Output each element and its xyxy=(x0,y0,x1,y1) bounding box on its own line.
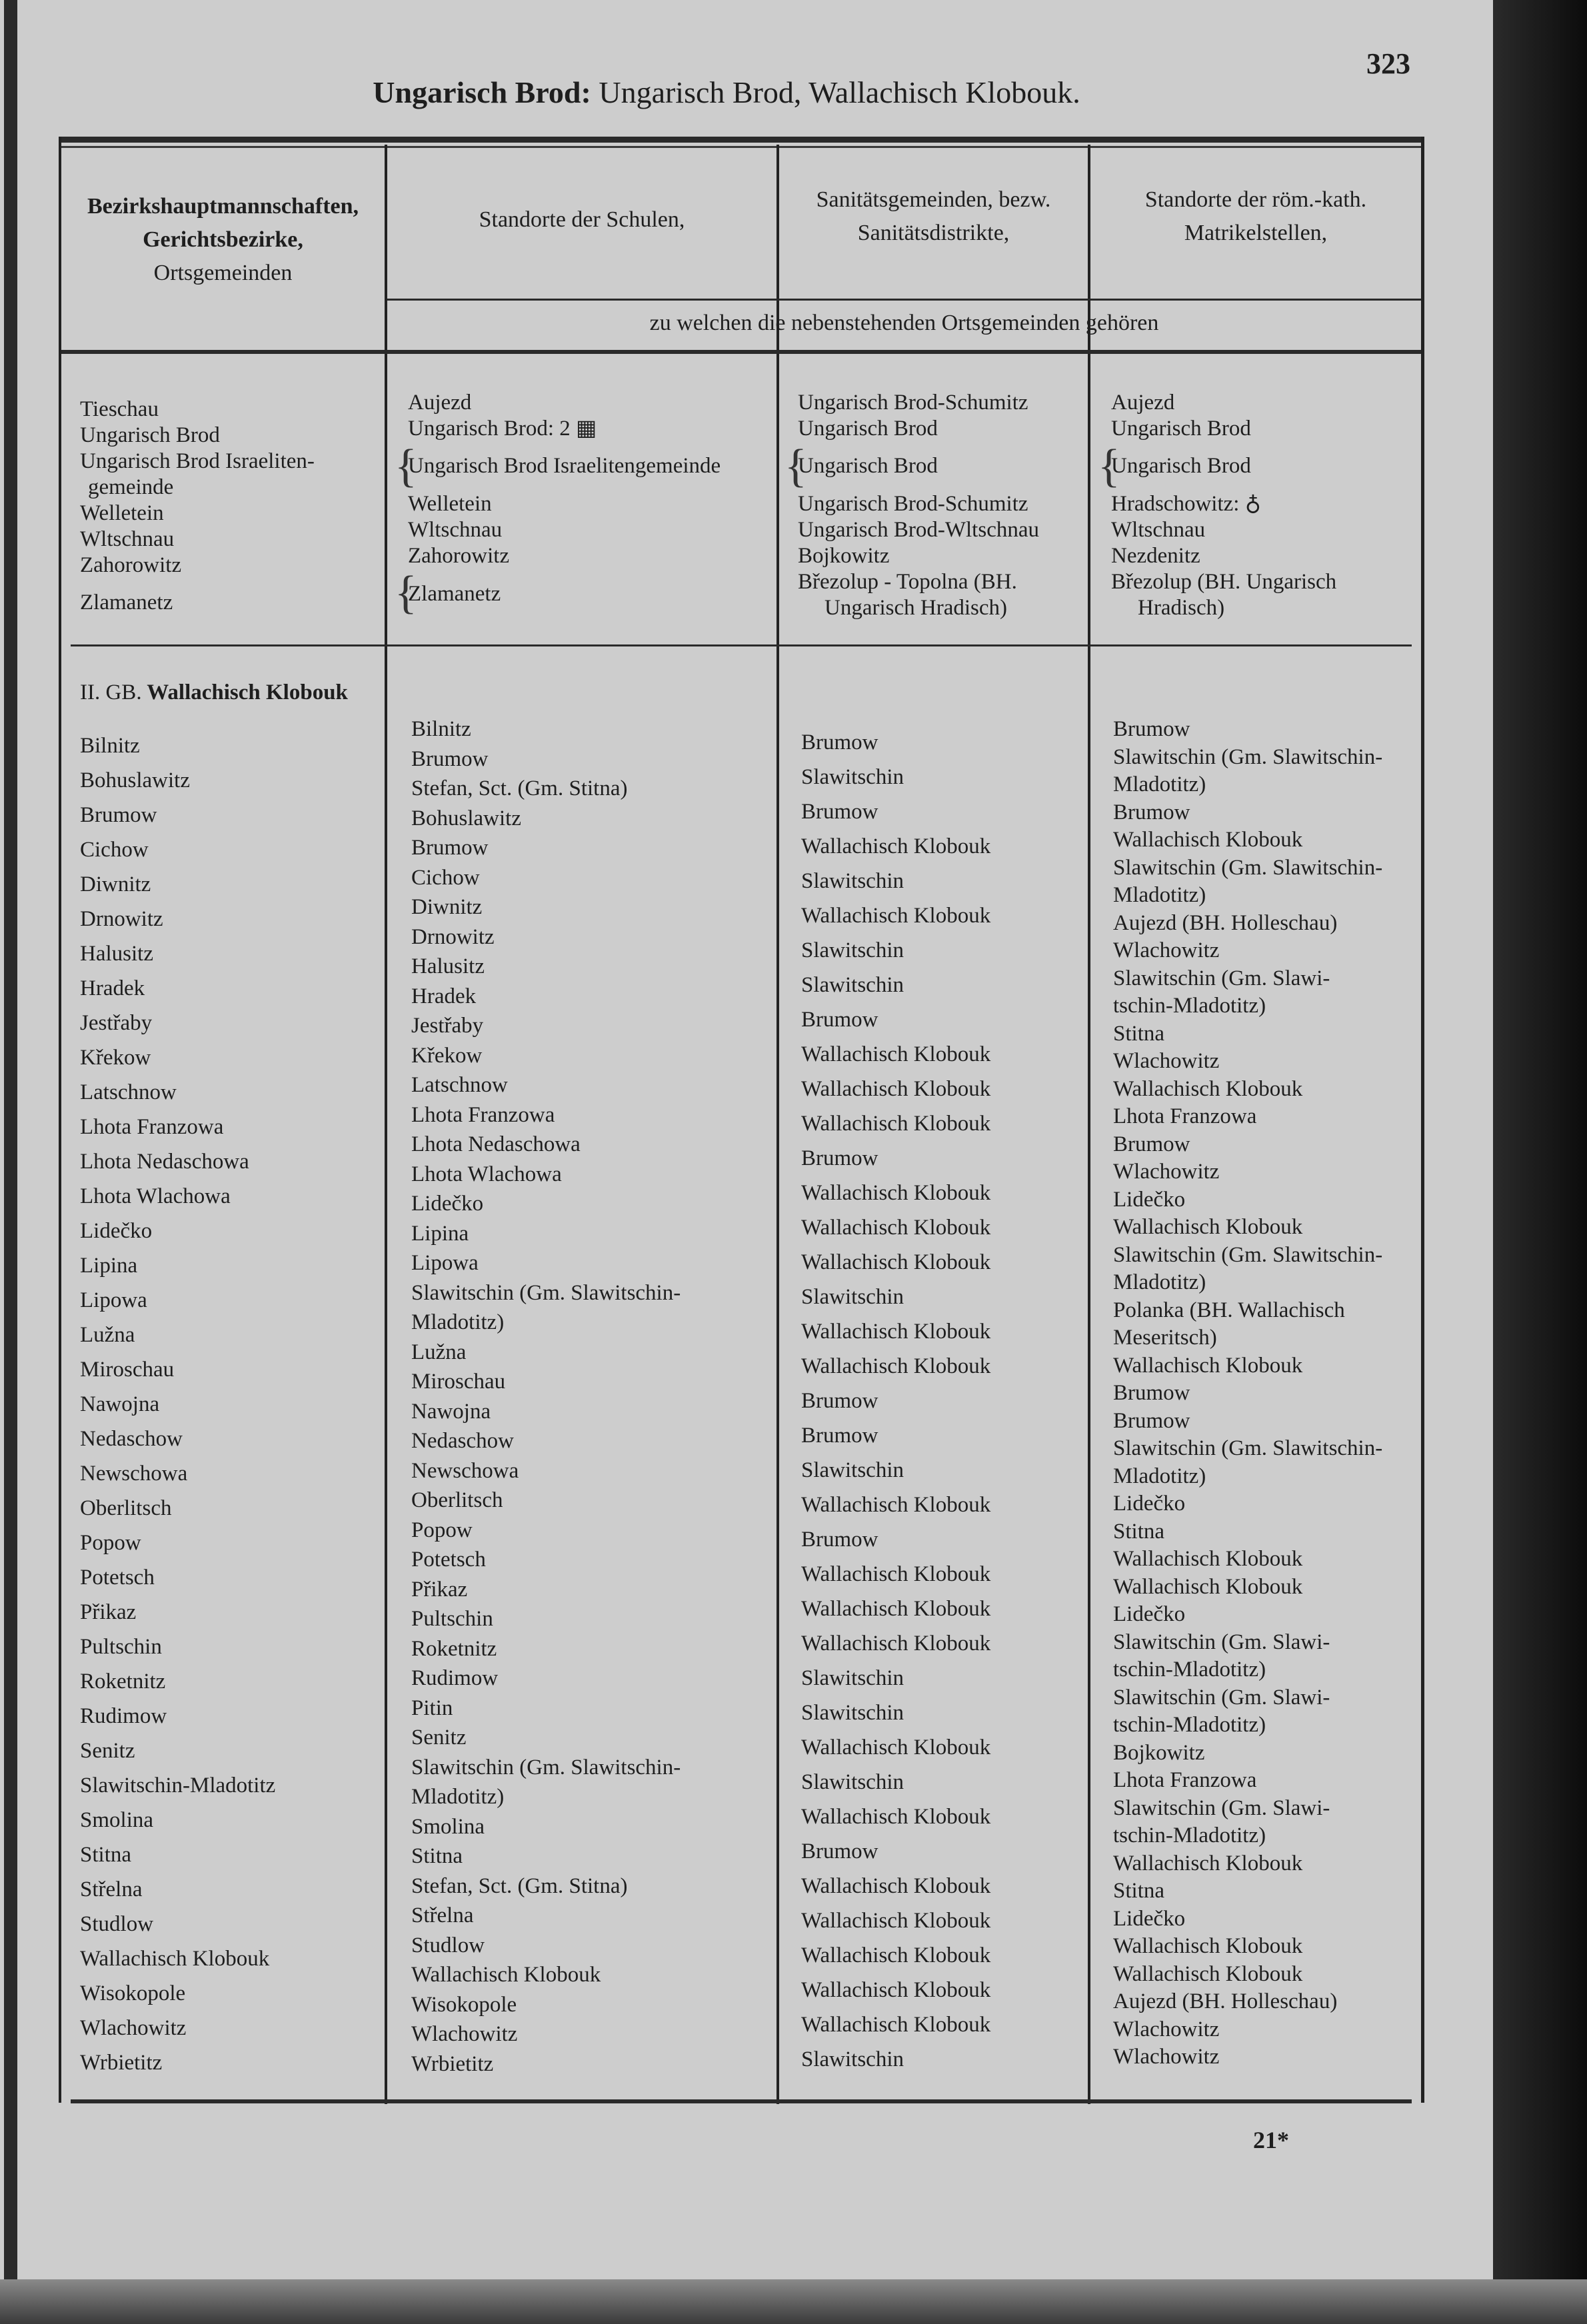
list-item: Wlachowitz xyxy=(1113,938,1220,962)
list-item: Wallachisch Klobouk xyxy=(1113,1547,1303,1571)
list-item: Aujezd (BH. Holleschau) xyxy=(1113,1989,1338,2013)
page-number: 323 xyxy=(1366,47,1410,80)
brace-icon: { xyxy=(1098,441,1120,492)
list-item: Wltschnau xyxy=(1111,518,1206,542)
list-item: Mladotitz) xyxy=(411,1785,505,1809)
list-item: Wallachisch Klobouk xyxy=(1113,828,1303,852)
list-item: Brumow xyxy=(80,803,157,827)
list-item: Tieschau xyxy=(80,397,159,421)
list-item: Wlachowitz xyxy=(1113,1049,1220,1073)
list-item: Slawitschin (Gm. Slawitschin- xyxy=(411,1280,681,1305)
list-item: Brumow xyxy=(1113,1381,1190,1405)
list-item: Wltschnau xyxy=(408,518,503,542)
header-col-3-line-2: Sanitätsdistrikte, xyxy=(857,221,1010,245)
signature-mark: 21* xyxy=(1253,2127,1289,2153)
header-col-1-line-3: Ortsgemeinden xyxy=(153,261,293,285)
list-item: Mladotitz) xyxy=(411,1310,505,1334)
list-item: Rudimow xyxy=(80,1704,167,1728)
list-item: Wallachisch Klobouk xyxy=(801,1042,991,1066)
list-item: Bojkowitz xyxy=(798,544,890,568)
list-item: Nawojna xyxy=(80,1392,160,1416)
list-item: Slawitschin xyxy=(801,973,904,997)
page-shadow-bottom xyxy=(0,2279,1587,2324)
list-item: Pitin xyxy=(411,1696,453,1720)
list-item: Miroschau xyxy=(411,1370,506,1394)
list-item: Brumow xyxy=(801,1146,878,1170)
list-item: Brumow xyxy=(801,1424,878,1448)
list-item: Stitna xyxy=(1113,1519,1165,1544)
list-item: Mladotitz) xyxy=(1113,1464,1206,1488)
list-item: Lidečko xyxy=(80,1219,153,1243)
list-item: Slawitschin (Gm. Slawitschin- xyxy=(1113,855,1383,880)
list-item: Potetsch xyxy=(80,1566,155,1590)
list-item: Wallachisch Klobouk xyxy=(80,1947,270,1971)
list-item: Bohuslawitz xyxy=(411,806,521,830)
list-item-continuation: Hradisch) xyxy=(1138,596,1225,620)
list-item: Přikaz xyxy=(80,1600,137,1624)
list-item: Halusitz xyxy=(80,942,153,966)
list-item: Lipowa xyxy=(80,1288,147,1312)
list-item: Hradschowitz: ♁ xyxy=(1111,492,1261,516)
list-item: Stitna xyxy=(411,1844,463,1868)
list-item: Brumow xyxy=(801,1528,878,1552)
list-item: Wallachisch Klobouk xyxy=(1113,1574,1303,1599)
list-item: Ungarisch Brod: 2 ▦ xyxy=(408,417,597,441)
list-item: Wallachisch Klobouk xyxy=(801,1736,991,1759)
list-item-continuation: gemeinde xyxy=(88,475,174,499)
running-title xyxy=(0,75,1453,110)
list-item: Slawitschin xyxy=(801,1285,904,1309)
list-item: Lhota Wlachowa xyxy=(411,1162,562,1186)
header-divider xyxy=(387,299,1421,301)
list-item: Roketnitz xyxy=(80,1670,166,1694)
list-item: Bilnitz xyxy=(411,717,471,741)
list-item: Wlachowitz xyxy=(1113,2045,1220,2069)
list-item: Slawitschin (Gm. Slawitschin- xyxy=(1113,1242,1383,1267)
list-item: Cichow xyxy=(411,865,480,890)
list-item: Ungarisch Brod xyxy=(798,417,938,441)
register-table xyxy=(59,137,1424,2103)
header-col-3 xyxy=(779,183,1088,250)
table-top-rule-thin xyxy=(61,146,1421,148)
header-col-4 xyxy=(1090,183,1421,250)
list-item: Brumow xyxy=(411,836,489,860)
list-item: Oberlitsch xyxy=(80,1496,172,1520)
list-item: Ungarisch Brod Israelitengemeinde xyxy=(408,454,721,478)
list-item: Jestřaby xyxy=(80,1011,153,1035)
header-col-1-line-1: Bezirkshauptmannschaften, xyxy=(87,194,359,219)
list-item: Brumow xyxy=(1113,1132,1190,1156)
list-item: Slawitschin (Gm. Slawitschin- xyxy=(411,1755,681,1779)
list-item: Mladotitz) xyxy=(1113,772,1206,796)
list-item: Ungarisch Brod-Schumitz xyxy=(798,492,1028,516)
header-col-1-line-2: Gerichtsbezirke, xyxy=(143,227,303,252)
list-item: Wallachisch Klobouk xyxy=(801,1250,991,1274)
list-item: Rudimow xyxy=(411,1666,499,1690)
list-item: Latschnow xyxy=(411,1073,508,1097)
list-item: Cichow xyxy=(80,838,149,862)
list-item: Lidečko xyxy=(1113,1492,1186,1516)
list-item: Lhota Franzowa xyxy=(80,1115,224,1139)
list-item: Aujezd xyxy=(408,391,472,415)
list-item: Pultschin xyxy=(80,1635,162,1659)
table-bottom-rule xyxy=(71,2099,1412,2103)
list-item: Newschowa xyxy=(80,1462,188,1486)
list-item: Bohuslawitz xyxy=(80,768,190,792)
list-item: Ungarisch Brod Israeliten- xyxy=(80,449,315,473)
column-separator xyxy=(385,145,387,2104)
list-item: Wallachisch Klobouk xyxy=(801,1354,991,1378)
list-item: Střelna xyxy=(411,1903,474,1927)
list-item: Wallachisch Klobouk xyxy=(1113,1934,1303,1958)
list-item: Slawitschin xyxy=(801,938,904,962)
list-item: Slawitschin (Gm. Slawi- xyxy=(1113,1685,1330,1710)
header-bottom-rule xyxy=(61,350,1421,354)
list-item: Ungarisch Brod xyxy=(798,454,938,478)
list-item: Wallachisch Klobouk xyxy=(411,1963,601,1987)
list-item: Lipina xyxy=(411,1221,469,1246)
list-item: Ungarisch Brod-Wltschnau xyxy=(798,518,1039,542)
list-item: Lužna xyxy=(411,1340,467,1364)
list-item: Mladotitz) xyxy=(1113,883,1206,907)
header-col-2: Standorte der Schulen, xyxy=(479,207,685,232)
list-item: Brumow xyxy=(801,730,878,754)
list-item: Brumow xyxy=(801,1389,878,1413)
running-title-rest: Ungarisch Brod, Wallachisch Klobouk. xyxy=(591,75,1080,109)
list-item: Střelna xyxy=(80,1877,143,1901)
list-item: Oberlitsch xyxy=(411,1488,503,1512)
list-item: Lužna xyxy=(80,1323,135,1347)
header-col-3-line-1: Sanitätsgemeinden, bezw. xyxy=(816,187,1051,212)
list-item: Lhota Franzowa xyxy=(1113,1104,1257,1128)
list-item: Lidečko xyxy=(1113,1187,1186,1212)
list-item: Drnowitz xyxy=(80,907,163,931)
list-item: Brumow xyxy=(1113,1408,1190,1433)
list-item: Brumow xyxy=(801,1008,878,1032)
list-item: Wlachowitz xyxy=(411,2022,518,2046)
list-item: Zahorowitz xyxy=(80,553,182,577)
book-binding-edge xyxy=(4,0,17,2279)
list-item: Ungarisch Brod xyxy=(1111,417,1251,441)
list-item: Wallachisch Klobouk xyxy=(801,1805,991,1829)
list-item: Wlachowitz xyxy=(1113,1160,1220,1184)
header-subheader: zu welchen die nebenstehenden Ortsgemeinden gehören xyxy=(649,311,1159,335)
header-col-4-line-2: Matrikelstellen, xyxy=(1184,221,1328,245)
list-item: Wallachisch Klobouk xyxy=(801,1943,991,1967)
brace-icon: { xyxy=(395,567,417,618)
header-col-4-line-1: Standorte der röm.-kath. xyxy=(1144,187,1367,212)
list-item: Slawitschin (Gm. Slawi- xyxy=(1113,966,1330,990)
page-shadow-right xyxy=(1493,0,1587,2324)
list-item: Wallachisch Klobouk xyxy=(1113,1076,1303,1101)
list-item: Slawitschin (Gm. Slawi- xyxy=(1113,1630,1330,1654)
list-item: Zlamanetz xyxy=(80,590,173,614)
list-item: Brumow xyxy=(1113,717,1190,741)
list-item: Březolup (BH. Ungarisch xyxy=(1111,570,1337,594)
list-item: Diwnitz xyxy=(411,895,483,919)
list-item: Lipina xyxy=(80,1254,138,1278)
list-item: Wallachisch Klobouk xyxy=(801,834,991,858)
list-item: Wallachisch Klobouk xyxy=(801,1493,991,1517)
section-divider xyxy=(71,644,1412,646)
list-item: Studlow xyxy=(80,1912,154,1936)
header-col-1 xyxy=(61,190,385,290)
list-item: Studlow xyxy=(411,1933,485,1957)
list-item: Drnowitz xyxy=(411,924,495,949)
list-item: Wallachisch Klobouk xyxy=(801,1320,991,1344)
list-item: Wlachowitz xyxy=(80,2016,187,2040)
list-item: Křekow xyxy=(411,1043,483,1068)
list-item: Polanka (BH. Wallachisch xyxy=(1113,1298,1345,1322)
list-item: Aujezd xyxy=(1111,391,1175,415)
list-item: Nedaschow xyxy=(80,1427,183,1451)
column-separator xyxy=(777,145,779,2104)
list-item: Wrbietitz xyxy=(80,2051,163,2075)
list-item: Senitz xyxy=(411,1726,467,1749)
list-item: Pultschin xyxy=(411,1607,493,1631)
list-item: Hradek xyxy=(80,976,145,1000)
section-heading xyxy=(80,680,348,706)
list-item: Zlamanetz xyxy=(408,582,501,606)
list-item: Wallachisch Klobouk xyxy=(801,1181,991,1205)
list-item: Wallachisch Klobouk xyxy=(1113,1353,1303,1378)
list-item: Roketnitz xyxy=(411,1636,497,1661)
list-item: tschin-Mladotitz) xyxy=(1113,1823,1266,1847)
list-item: Přikaz xyxy=(411,1577,468,1602)
list-item: Welletein xyxy=(408,492,492,516)
list-item: Wisokopole xyxy=(411,1992,517,2017)
list-item: Slawitschin-Mladotitz xyxy=(80,1773,276,1797)
brace-icon: { xyxy=(785,441,807,492)
list-item: Popow xyxy=(80,1531,141,1555)
list-item: Mladotitz) xyxy=(1113,1270,1206,1294)
list-item: Hradek xyxy=(411,984,477,1008)
brace-icon: { xyxy=(395,441,417,492)
list-item: Wallachisch Klobouk xyxy=(801,1112,991,1136)
list-item: Křekow xyxy=(80,1046,151,1070)
list-item: Zahorowitz xyxy=(408,544,510,568)
list-item: Wlachowitz xyxy=(1113,2017,1220,2041)
list-item: Wallachisch Klobouk xyxy=(801,1597,991,1621)
list-item: Senitz xyxy=(80,1739,135,1763)
list-item: Nezdenitz xyxy=(1111,544,1200,568)
list-item: Slawitschin xyxy=(801,1701,904,1725)
list-item: Brumow xyxy=(411,746,489,771)
list-item: Wallachisch Klobouk xyxy=(801,904,991,928)
list-item: Slawitschin xyxy=(801,869,904,893)
list-item: Wallachisch Klobouk xyxy=(1113,1851,1303,1875)
list-item: Stitna xyxy=(1113,1021,1165,1046)
list-item: Aujezd (BH. Holleschau) xyxy=(1113,910,1338,935)
list-item: Brumow xyxy=(1113,800,1190,824)
list-item: Wallachisch Klobouk xyxy=(801,1978,991,2002)
list-item: Lhota Franzowa xyxy=(1113,1768,1257,1792)
list-item: Lipowa xyxy=(411,1251,479,1275)
list-item: tschin-Mladotitz) xyxy=(1113,1713,1266,1737)
list-item: Smolina xyxy=(80,1808,154,1832)
list-item: Lhota Nedaschowa xyxy=(80,1150,249,1174)
list-item: Jestřaby xyxy=(411,1014,484,1038)
list-item: Lhota Nedaschowa xyxy=(411,1132,581,1156)
list-item: Slawitschin (Gm. Slawitschin- xyxy=(1113,1436,1383,1460)
list-item: Wallachisch Klobouk xyxy=(1113,1215,1303,1239)
list-item: Brumow xyxy=(801,1839,878,1863)
list-item: Stitna xyxy=(80,1843,132,1867)
list-item: Smolina xyxy=(411,1814,485,1839)
column-separator xyxy=(1088,145,1090,2104)
table-top-rule xyxy=(61,137,1421,143)
list-item: Stitna xyxy=(1113,1879,1165,1903)
list-item: Slawitschin xyxy=(801,1666,904,1690)
list-item: Diwnitz xyxy=(80,872,151,896)
list-item: Wallachisch Klobouk xyxy=(801,1216,991,1240)
list-item: Wallachisch Klobouk xyxy=(801,1632,991,1656)
list-item: Lhota Franzowa xyxy=(411,1102,555,1127)
list-item: Potetsch xyxy=(411,1548,486,1572)
list-item: Lidečko xyxy=(411,1192,484,1216)
list-item: tschin-Mladotitz) xyxy=(1113,994,1266,1018)
list-item: Welletein xyxy=(80,501,164,525)
section-prefix: II. GB. xyxy=(80,680,142,704)
list-item: Wltschnau xyxy=(80,527,175,551)
list-item: Slawitschin (Gm. Slawi- xyxy=(1113,1795,1330,1820)
section-title: Wallachisch Klobouk xyxy=(147,680,348,704)
list-item: Slawitschin xyxy=(801,1458,904,1482)
list-item: Ungarisch Brod xyxy=(80,423,220,447)
list-item: Lidečko xyxy=(1113,1602,1186,1626)
running-title-bold: Ungarisch Brod: xyxy=(373,75,591,109)
list-item: Miroschau xyxy=(80,1358,175,1382)
list-item: Slawitschin xyxy=(801,765,904,789)
list-item: Meseritsch) xyxy=(1113,1326,1217,1350)
list-item: Lidečko xyxy=(1113,1906,1186,1931)
list-item: Bilnitz xyxy=(80,734,140,758)
list-item: Stefan, Sct. (Gm. Stitna) xyxy=(411,776,628,800)
list-item: Wrbietitz xyxy=(411,2051,494,2076)
list-item: Wallachisch Klobouk xyxy=(801,1562,991,1586)
list-item: Wallachisch Klobouk xyxy=(1113,1961,1303,1986)
list-item: Wallachisch Klobouk xyxy=(801,1909,991,1933)
list-item: Slawitschin xyxy=(801,1770,904,1794)
list-item: Bojkowitz xyxy=(1113,1740,1205,1765)
list-item: Ungarisch Brod xyxy=(1111,454,1251,478)
list-item: tschin-Mladotitz) xyxy=(1113,1658,1266,1682)
list-item: Wallachisch Klobouk xyxy=(801,2013,991,2037)
list-item: Lhota Wlachowa xyxy=(80,1184,231,1208)
list-item: Slawitschin (Gm. Slawitschin- xyxy=(1113,744,1383,769)
list-item: Nawojna xyxy=(411,1399,491,1424)
list-item: Newschowa xyxy=(411,1458,519,1483)
list-item: Březolup - Topolna (BH. xyxy=(798,570,1017,594)
list-item: Wallachisch Klobouk xyxy=(801,1874,991,1898)
list-item: Slawitschin xyxy=(801,2047,904,2071)
list-item-continuation: Ungarisch Hradisch) xyxy=(824,596,1007,620)
list-item: Popow xyxy=(411,1518,473,1542)
list-item: Wallachisch Klobouk xyxy=(801,1077,991,1101)
list-item: Wisokopole xyxy=(80,1981,186,2005)
list-item: Brumow xyxy=(801,800,878,824)
list-item: Halusitz xyxy=(411,954,485,978)
list-item: Nedaschow xyxy=(411,1429,514,1453)
list-item: Stefan, Sct. (Gm. Stitna) xyxy=(411,1873,628,1898)
list-item: Ungarisch Brod-Schumitz xyxy=(798,391,1028,415)
list-item: Latschnow xyxy=(80,1080,177,1104)
